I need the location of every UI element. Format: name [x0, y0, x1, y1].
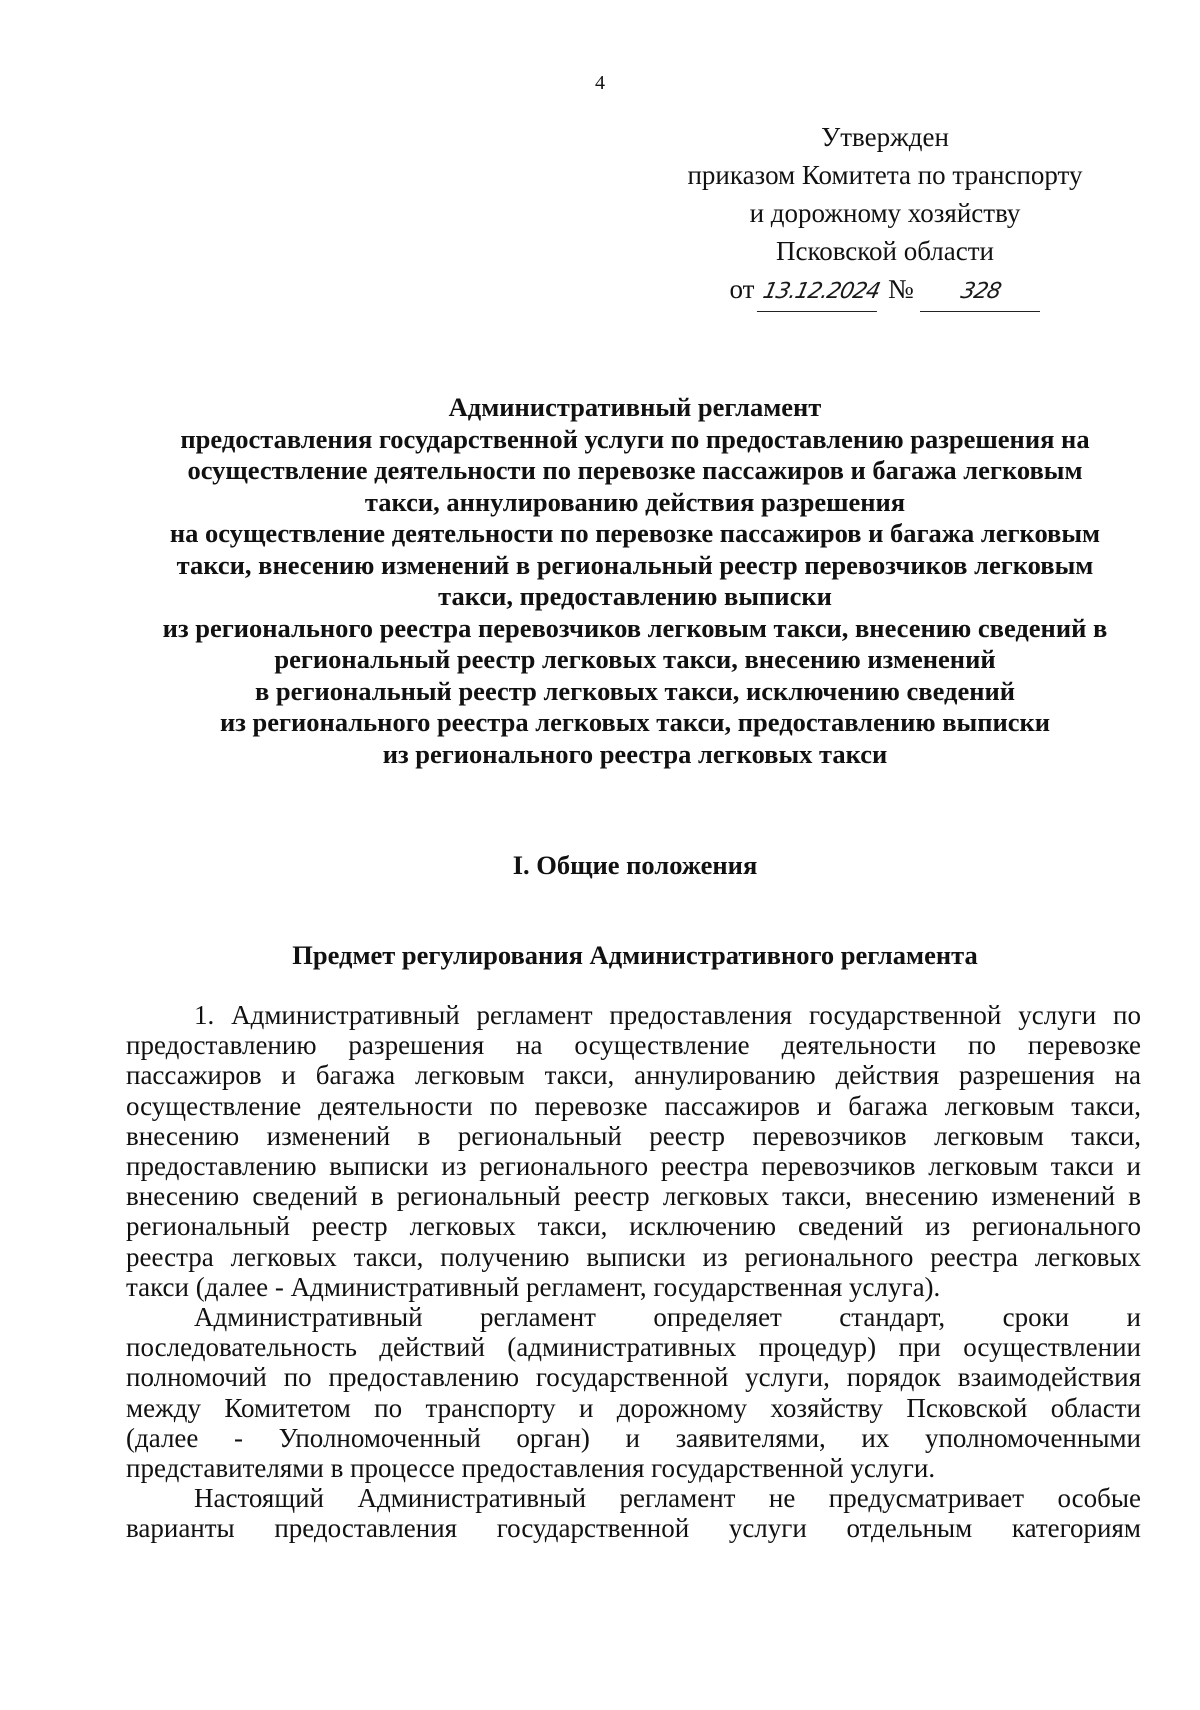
paragraph-2	[126, 1302, 1141, 1483]
subsection-heading: Предмет регулирования Административного регламента	[292, 940, 978, 970]
body-text	[126, 1000, 1141, 1544]
approval-line-4: Псковской области	[775, 236, 994, 266]
paragraph-line: между Комитетом по транспорту и дорожному хозяйству Псковской области	[126, 1392, 1141, 1423]
approval-line-1: Утвержден	[821, 122, 949, 152]
order-number-field	[920, 270, 1040, 312]
paragraph-line: региональный реестр легковых такси, исключению сведений из регионального	[126, 1211, 1141, 1242]
title-line: из регионального реестра перевозчиков легковым такси, внесению сведений в	[162, 612, 1108, 643]
paragraph-line: последовательность действий (административных процедур) при осуществлении	[126, 1332, 1141, 1363]
title-line: осуществление деятельности по перевозке пассажиров и багажа легковым	[187, 455, 1083, 485]
title-line: на осуществление деятельности по перевозке пассажиров и багажа легковым	[169, 518, 1101, 548]
title-line: региональный реестр легковых такси, внесению изменений	[274, 644, 996, 674]
title-line: такси, внесению изменений в региональный реестр перевозчиков легковым	[176, 549, 1094, 580]
paragraph-line: полномочий по предоставлению государственной услуги, порядок взаимодействия	[126, 1362, 1141, 1393]
handwritten-order-number: 328	[958, 279, 1003, 304]
paragraph-line: (далее - Уполномоченный орган) и заявителями, их уполномоченными	[126, 1422, 1141, 1453]
paragraph-line: представителями в процессе предоставления государственной услуги.	[126, 1453, 936, 1484]
date-prefix: от	[729, 274, 755, 304]
paragraph-line: пассажиров и багажа легковым такси, аннулированию действия разрешения на	[126, 1060, 1141, 1091]
title-line: в региональный реестр легковых такси, исключению сведений	[254, 675, 1016, 706]
title-line: Административный регламент	[448, 392, 822, 422]
approval-line-3: и дорожному хозяйству	[749, 198, 1021, 228]
paragraph-line: внесению изменений в региональный реестр перевозчиков легковым такси,	[126, 1120, 1141, 1151]
handwritten-date: 13.12.2024	[757, 273, 885, 312]
paragraph-3	[126, 1483, 1141, 1543]
paragraph-line: внесению сведений в региональный реестр легковых такси, внесению изменений в	[126, 1181, 1141, 1212]
paragraph-line: варианты предоставления государственной услуги отдельным категориям	[126, 1513, 1141, 1544]
paragraph-line: предоставлению выписки из регионального реестра перевозчиков легковым такси и	[126, 1151, 1141, 1182]
paragraph-1	[126, 1000, 1141, 1302]
number-prefix: №	[887, 274, 914, 304]
page-number: 4	[595, 72, 605, 94]
title-line: такси, предоставлению выписки	[438, 581, 832, 611]
title-line: предоставления государственной услуги по предоставлению разрешения на	[180, 423, 1090, 454]
paragraph-line: предоставлению разрешения на осуществление деятельности по перевозке	[126, 1030, 1141, 1061]
approval-date-line	[655, 270, 1115, 312]
title-line: из регионального реестра легковых такси	[382, 738, 888, 769]
paragraph-line: такси (далее - Административный регламент, государственная услуга).	[126, 1271, 941, 1302]
document-title	[120, 392, 1150, 770]
approval-block	[655, 118, 1115, 312]
title-line: такси, аннулированию действия разрешения	[364, 486, 906, 517]
title-line: из регионального реестра легковых такси, предоставлению выписки	[219, 707, 1051, 737]
section-heading: I. Общие положения	[512, 850, 758, 880]
paragraph-line: 1. Административный регламент предоставления государственной услуги по	[194, 1000, 1141, 1030]
paragraph-line: Административный регламент определяет стандарт, сроки и	[194, 1302, 1141, 1333]
paragraph-line: Настоящий Административный регламент не предусматривает особые	[194, 1483, 1141, 1514]
approval-line-2: приказом Комитета по транспорту	[687, 160, 1083, 190]
paragraph-line: осуществление деятельности по перевозке пассажиров и багажа легковым такси,	[126, 1090, 1141, 1121]
paragraph-line: реестра легковых такси, получению выписки из регионального реестра легковых	[126, 1241, 1141, 1272]
